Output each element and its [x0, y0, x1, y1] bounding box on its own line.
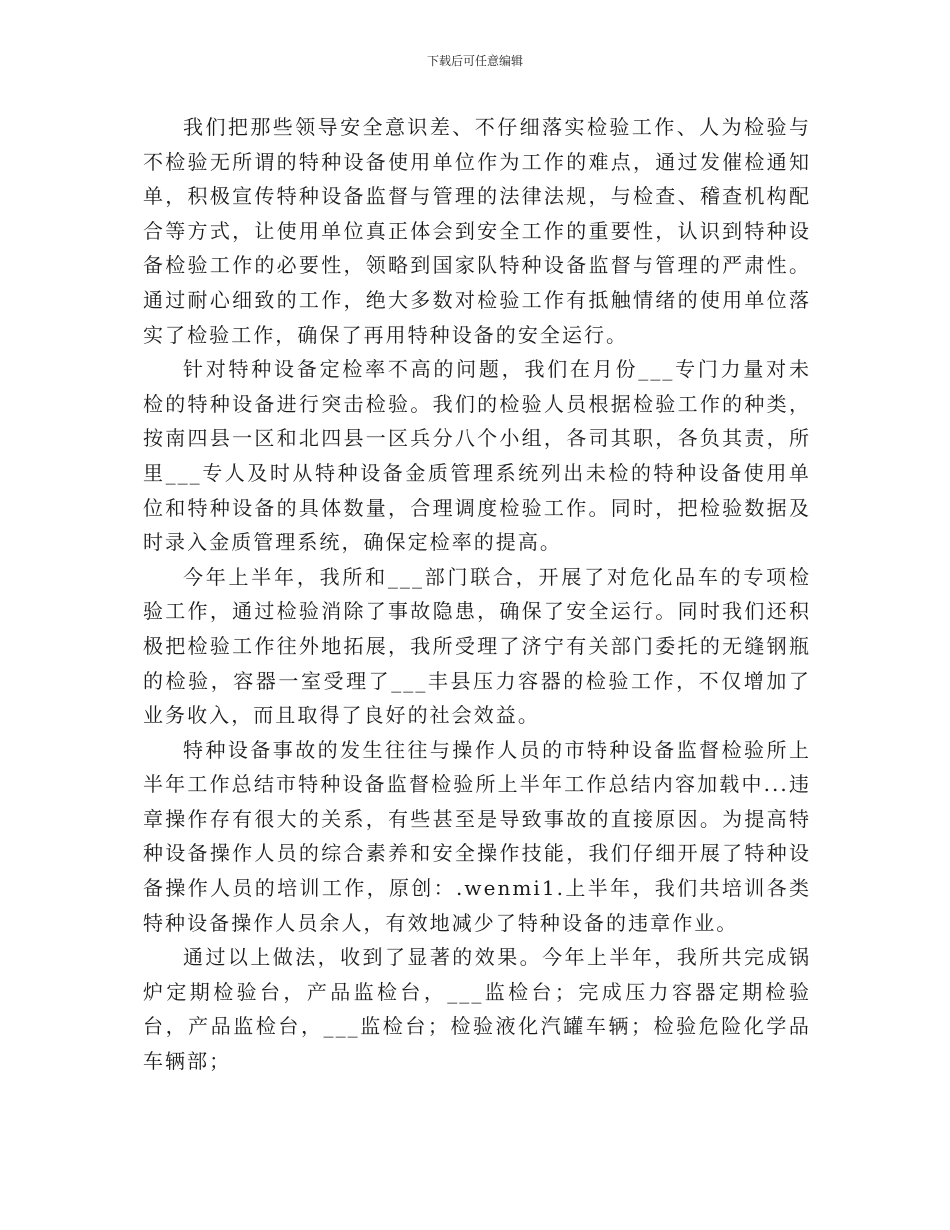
- page-header: 下载后可任意编辑: [426, 54, 523, 68]
- paragraph-operator-training: 特种设备事故的发生往往与操作人员的市特种设备监督检验所上半年工作总结市特种设备监督检验所上半年工作总结内容加载中...违章操作存有很大的关系，有些甚至是导致事故的直接原因。为提高特种设备操作人员的综合素养和安全操作技能，我们仔细开展了特种设备操作人员的培训工作，原创：.wenmi1.上半年，我们共培训各类特种设备操作人员余人，有效地减少了特种设备的违章作业。: [143, 737, 811, 935]
- paragraph-inspection-rate: 针对特种设备定检率不高的问题，我们在月份___专门力量对未检的特种设备进行突击检验。我们的检验人员根据检验工作的种类，按南四县一区和北四县一区兵分八个小组，各司其职，各负其责，所里___专人及时从特种设备金质管理系统列出未检的特种设备使用单位和特种设备的具体数量，合理调度检验工作。同时，把检验数据及时录入金质管理系统，确保定检率的提高。: [143, 357, 811, 555]
- paragraph-difficult-units: 我们把那些领导安全意识差、不仔细落实检验工作、人为检验与不检验无所谓的特种设备使用单位作为工作的难点，通过发催检通知单，积极宣传特种设备监督与管理的法律法规，与检查、稽查机构配合等方式，让使用单位真正体会到安全工作的重要性，认识到特种设备检验工作的必要性，领略到国家队特种设备监督与管理的严肃性。通过耐心细致的工作，绝大多数对检验工作有抵触情绪的使用单位落实了检验工作，确保了再用特种设备的安全运行。: [143, 115, 811, 347]
- document-body: [143, 110, 811, 1079]
- paragraph-results: 通过以上做法，收到了显著的效果。今年上半年，我所共完成锅炉定期检验台，产品监检台，___监检台；完成压力容器定期检验台，产品监检台，___监检台；检验液化汽罐车辆；检验危险化学品车辆部；: [143, 945, 811, 1074]
- paragraph-joint-inspection: 今年上半年，我所和___部门联合，开展了对危化品车的专项检验工作，通过检验消除了事故隐患，确保了安全运行。同时我们还积极把检验工作往外地拓展，我所受理了济宁有关部门委托的无缝钢瓶的检验，容器一室受理了___丰县压力容器的检验工作，不仅增加了业务收入，而且取得了良好的社会效益。: [143, 564, 811, 728]
